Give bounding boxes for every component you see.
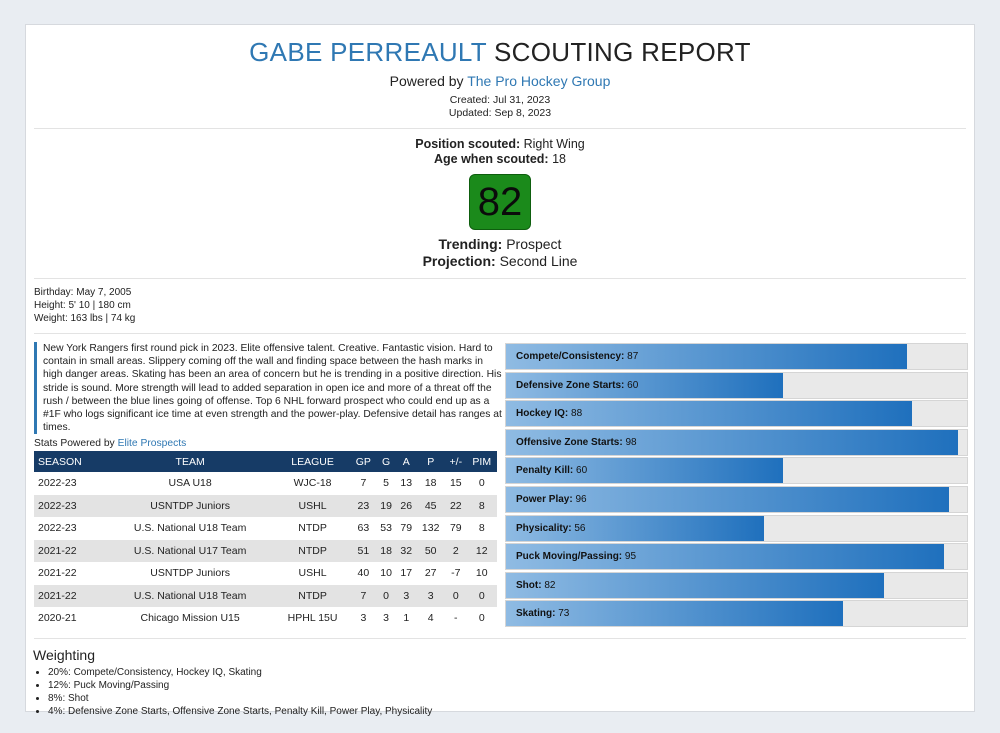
stats-powered-prefix: Stats Powered by	[34, 438, 115, 449]
cell-pim: 8	[478, 522, 485, 535]
scouting-summary	[26, 129, 974, 167]
cell-gp: 7	[351, 585, 376, 608]
attribute-name: Power Play:	[516, 493, 573, 505]
attribute-bar-row	[505, 400, 968, 427]
powered-by-prefix: Powered by	[389, 73, 464, 89]
report-header	[26, 25, 974, 120]
attribute-bar-label	[516, 458, 587, 484]
cell-p: 18	[424, 477, 437, 490]
player-name: GABE PERREAULT	[249, 37, 487, 67]
cell-p: 3	[416, 585, 445, 608]
cell-season: 2021-22	[34, 540, 106, 563]
attribute-bar-row	[505, 486, 968, 513]
trending-projection	[26, 236, 974, 278]
cell-a: 26	[396, 495, 416, 518]
attribute-value: 60	[576, 465, 588, 477]
cell-season: 2021-22	[38, 567, 77, 580]
page-title	[26, 37, 974, 67]
attribute-name: Hockey IQ:	[516, 408, 569, 420]
attribute-name: Defensive Zone Starts:	[516, 379, 625, 391]
cell-league: NTDP	[298, 522, 327, 535]
table-row	[34, 562, 497, 585]
attribute-name: Skating:	[516, 608, 556, 620]
cell-g: 10	[380, 567, 392, 580]
attribute-bar-label	[516, 487, 587, 513]
cell-a: 3	[396, 585, 416, 608]
col-plus-minus: +/-	[445, 451, 466, 472]
report-card	[25, 24, 975, 717]
attribute-bar-row	[505, 372, 968, 399]
cell-gp: 23	[351, 495, 376, 518]
attribute-name: Penalty Kill:	[516, 465, 574, 477]
weighting-item: • 4%: Defensive Zone Starts, Offensive Zone Starts, Penalty Kill, Power Play, Physicality	[48, 705, 967, 718]
attribute-bar-label	[516, 516, 586, 542]
attribute-value: 56	[574, 522, 586, 534]
attribute-value: 73	[558, 608, 570, 620]
cell-a: 1	[403, 612, 410, 625]
cell-league: USHL	[274, 495, 350, 518]
cell-p: 45	[416, 495, 445, 518]
weighting-item: • 8%: Shot	[48, 692, 967, 705]
cell-plus-minus: 15	[449, 477, 462, 490]
height: Height: 5' 10 | 180 cm	[34, 300, 131, 311]
col-g: G	[376, 451, 396, 472]
cell-team: Chicago Mission U15	[140, 612, 240, 625]
cell-p: 4	[427, 612, 434, 625]
attribute-name: Shot:	[516, 579, 542, 591]
col-league: LEAGUE	[274, 451, 350, 472]
cell-g: 5	[383, 477, 389, 490]
weighting-item: • 12%: Puck Moving/Passing	[48, 679, 967, 692]
attribute-bar-label	[516, 344, 638, 370]
col-a: A	[396, 451, 416, 472]
attribute-bar-row	[505, 515, 968, 542]
table-row	[34, 472, 497, 495]
cell-g: 0	[376, 585, 396, 608]
overall-rating-badge: 82	[469, 174, 531, 230]
table-row	[34, 517, 497, 540]
cell-season: 2020-21	[38, 612, 77, 625]
cell-p: 132	[421, 522, 440, 535]
cell-gp: 3	[360, 612, 367, 625]
cell-plus-minus: -7	[451, 567, 461, 580]
cell-p: 27	[424, 567, 437, 580]
table-row	[34, 607, 497, 630]
cell-team: U.S. National U18 Team	[133, 522, 247, 535]
attribute-value: 96	[575, 493, 587, 505]
cell-league: WJC-18	[293, 477, 332, 490]
attribute-bars	[505, 343, 968, 629]
cell-p: 50	[416, 540, 445, 563]
cell-season: 2022-23	[34, 495, 106, 518]
attribute-bar-row	[505, 572, 968, 599]
trending-label: Trending:	[438, 236, 503, 252]
cell-league: USHL	[298, 567, 327, 580]
player-bio	[26, 279, 974, 333]
cell-a: 79	[400, 522, 413, 535]
trending-value: Prospect	[506, 236, 562, 252]
attribute-value: 60	[627, 379, 639, 391]
weighting-list	[33, 666, 967, 718]
created-date: Created: Jul 31, 2023	[449, 94, 551, 106]
stats-table	[34, 451, 497, 630]
attribute-value: 98	[625, 436, 637, 448]
cell-team: U.S. National U18 Team	[106, 585, 275, 608]
attribute-name: Offensive Zone Starts:	[516, 436, 623, 448]
table-row	[34, 540, 497, 563]
powered-by	[26, 73, 974, 89]
position-value: Right Wing	[523, 137, 585, 151]
weight: Weight: 163 lbs | 74 kg	[34, 313, 136, 324]
attribute-value: 82	[544, 579, 556, 591]
age-value: 18	[552, 152, 566, 166]
weighting-item: • 20%: Compete/Consistency, Hockey IQ, Skating	[48, 666, 967, 679]
elite-prospects-link[interactable]: Elite Prospects	[117, 438, 187, 449]
cell-pim: 8	[467, 495, 498, 518]
cell-pim: 0	[478, 477, 485, 490]
cell-g: 53	[380, 522, 392, 535]
weighting-section	[26, 639, 974, 718]
cell-plus-minus: -	[454, 612, 458, 625]
cell-team: U.S. National U17 Team	[106, 540, 275, 563]
attribute-bar-label	[516, 401, 582, 427]
attribute-name: Compete/Consistency:	[516, 351, 625, 362]
cell-plus-minus: 22	[445, 495, 466, 518]
cell-a: 32	[396, 540, 416, 563]
birthday: Birthday: May 7, 2005	[34, 287, 132, 298]
report-dates	[26, 94, 974, 120]
attribute-name: Physicality:	[516, 522, 572, 534]
projection-value: Second Line	[499, 253, 578, 269]
updated-date: Updated: Sep 8, 2023	[448, 107, 552, 119]
cell-season: 2022-23	[38, 477, 77, 490]
cell-team: USA U18	[168, 477, 212, 490]
cell-g: 3	[383, 612, 389, 625]
attribute-bar-label	[516, 430, 637, 456]
cell-pim: 0	[467, 585, 498, 608]
cell-plus-minus: 2	[445, 540, 466, 563]
col-p: P	[416, 451, 445, 472]
attribute-bar-row	[505, 600, 968, 627]
projection-label: Projection:	[422, 253, 496, 269]
cell-team: USNTDP Juniors	[106, 495, 275, 518]
attribute-bar-fill	[506, 573, 884, 598]
position-label: Position scouted:	[415, 137, 521, 151]
scouting-description: New York Rangers first round pick in 2023. Elite offensive talent. Creative. Fantastic vision. Hard to contain in small areas. Slippery coming off the wall and finding space between the hash marks in high danger areas. Skating has been an area of concern but he is trending in a positive direction. His stride is sound. More strength will lead to added separation in open ice and more of a threat off the rush / between the blue lines going of offense. Top 6 NHL forward prospect who could end up as a #1F who logs significant ice time at even strength and the power-play. Defensive detail has ranges at times.	[34, 342, 505, 434]
attribute-bar-label	[516, 544, 636, 570]
cell-a: 13	[400, 477, 413, 490]
attribute-bar-row	[505, 543, 968, 570]
attribute-bar-row	[505, 429, 968, 456]
attribute-name: Puck Moving/Passing:	[516, 551, 623, 563]
attribute-bar-label	[516, 601, 569, 627]
attribute-bar-label	[516, 373, 638, 399]
col-team: TEAM	[106, 451, 275, 472]
cell-pim: 0	[478, 612, 485, 625]
cell-pim: 12	[467, 540, 498, 563]
title-suffix: SCOUTING REPORT	[494, 37, 751, 67]
cell-season: 2021-22	[34, 585, 106, 608]
cell-g: 18	[376, 540, 396, 563]
attribute-bar-row	[505, 457, 968, 484]
stats-header-row	[34, 451, 497, 472]
col-pim: PIM	[467, 451, 498, 472]
table-row	[34, 585, 497, 608]
cell-team: USNTDP Juniors	[150, 567, 230, 580]
cell-a: 17	[400, 567, 413, 580]
col-gp: GP	[351, 451, 376, 472]
cell-league: HPHL 15U	[287, 612, 338, 625]
attribute-value: 88	[571, 408, 583, 420]
cell-season: 2022-23	[38, 522, 77, 535]
cell-league: NTDP	[274, 540, 350, 563]
cell-gp: 40	[357, 567, 370, 580]
cell-plus-minus: 79	[449, 522, 462, 535]
cell-g: 19	[376, 495, 396, 518]
cell-gp: 63	[357, 522, 370, 535]
age-label: Age when scouted:	[434, 152, 549, 166]
cell-plus-minus: 0	[445, 585, 466, 608]
cell-pim: 10	[475, 567, 488, 580]
cell-gp: 51	[351, 540, 376, 563]
table-row	[34, 495, 497, 518]
stats-powered-by	[34, 438, 186, 449]
attribute-bar-label	[516, 573, 555, 599]
pro-hockey-group-link[interactable]: The Pro Hockey Group	[467, 73, 611, 89]
col-season: SEASON	[34, 451, 106, 472]
main-section	[26, 334, 974, 634]
attribute-value: 87	[627, 351, 639, 362]
cell-league: NTDP	[274, 585, 350, 608]
weighting-title: Weighting	[33, 647, 96, 663]
attribute-value: 95	[624, 551, 637, 563]
cell-gp: 7	[360, 477, 367, 490]
attribute-bar-row	[505, 343, 968, 370]
